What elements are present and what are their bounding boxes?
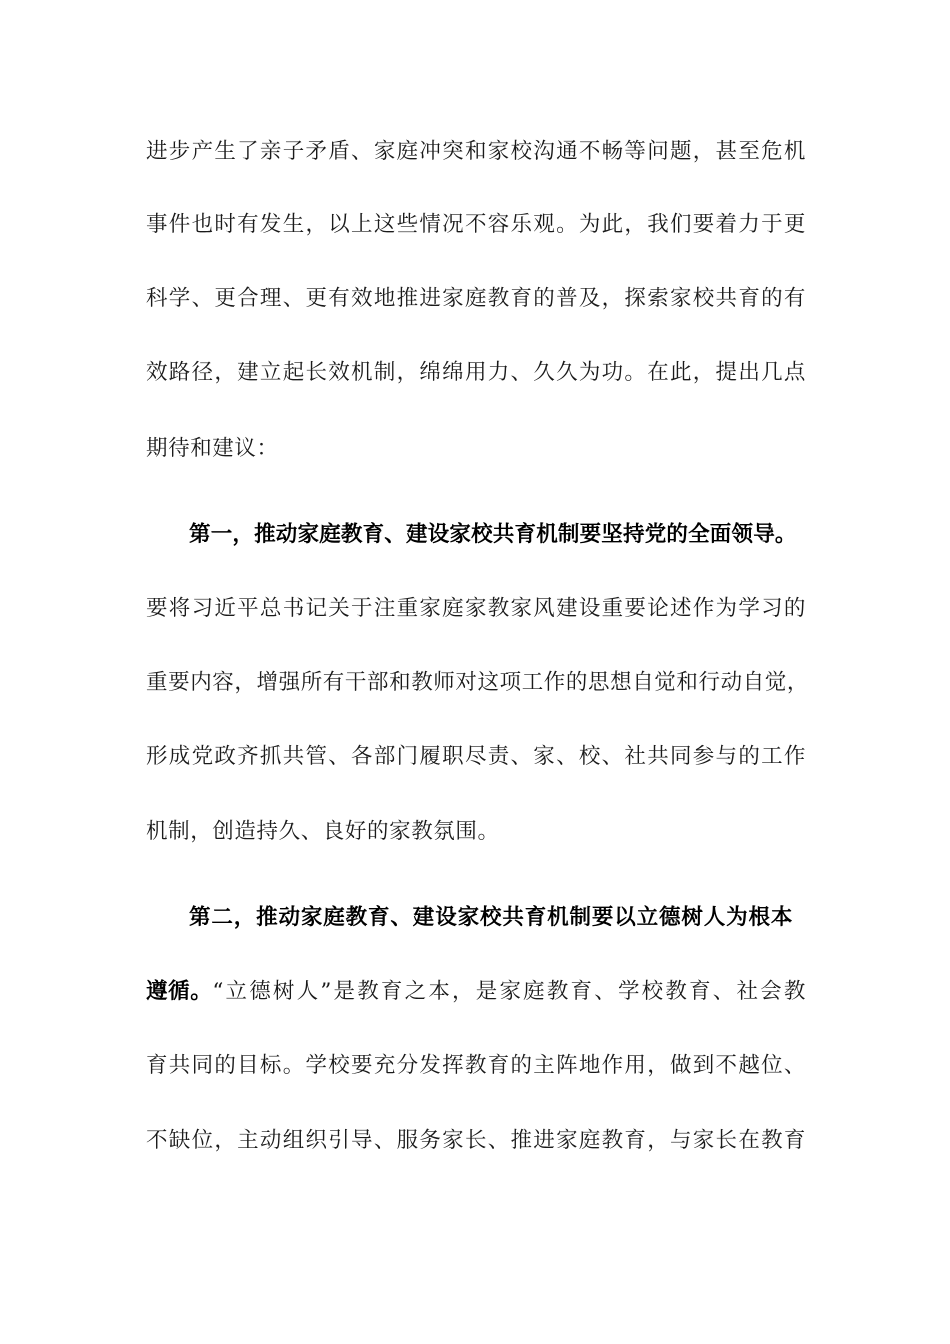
paragraph-line: 形成党政齐抓共管、各部门履职尽责、家、校、社共同参与的工作 [146,744,806,769]
paragraph-line: 机制，创造持久、良好的家教氛围。 [146,819,500,844]
paragraph-line: 育共同的目标。学校要充分发挥教育的主阵地作用，做到不越位、 [146,1053,806,1078]
paragraph-line: 效路径，建立起长效机制，绵绵用力、久久为功。在此，提出几点 [146,360,806,385]
paragraph-line: 期待和建议： [146,436,279,461]
section-heading-2: 第二，推动家庭教育、建设家校共育机制要以立德树人为根本 [189,905,793,930]
section-heading-1: 第一，推动家庭教育、建设家校共育机制要坚持党的全面领导。 [189,522,797,547]
paragraph-line: 重要内容，增强所有干部和教师对这项工作的思想自觉和行动自觉， [146,670,810,695]
paragraph-line: 进步产生了亲子矛盾、家庭冲突和家校沟通不畅等问题，甚至危机 [146,139,806,164]
paragraph-line [146,977,806,1007]
paragraph-line: 不缺位，主动组织引导、服务家长、推进家庭教育，与家长在教育 [146,1128,806,1153]
paragraph-line: 要将习近平总书记关于注重家庭家教家风建设重要论述作为学习的 [146,596,806,621]
paragraph-text: “立德树人”是教育之本，是家庭教育、学校教育、社会教 [212,979,806,1004]
paragraph-line: 科学、更合理、更有效地推进家庭教育的普及，探索家校共育的有 [146,286,806,311]
section-heading-2-continuation: 遵循。 [146,979,213,1004]
paragraph-line: 事件也时有发生，以上这些情况不容乐观。为此，我们要着力于更 [146,212,806,237]
